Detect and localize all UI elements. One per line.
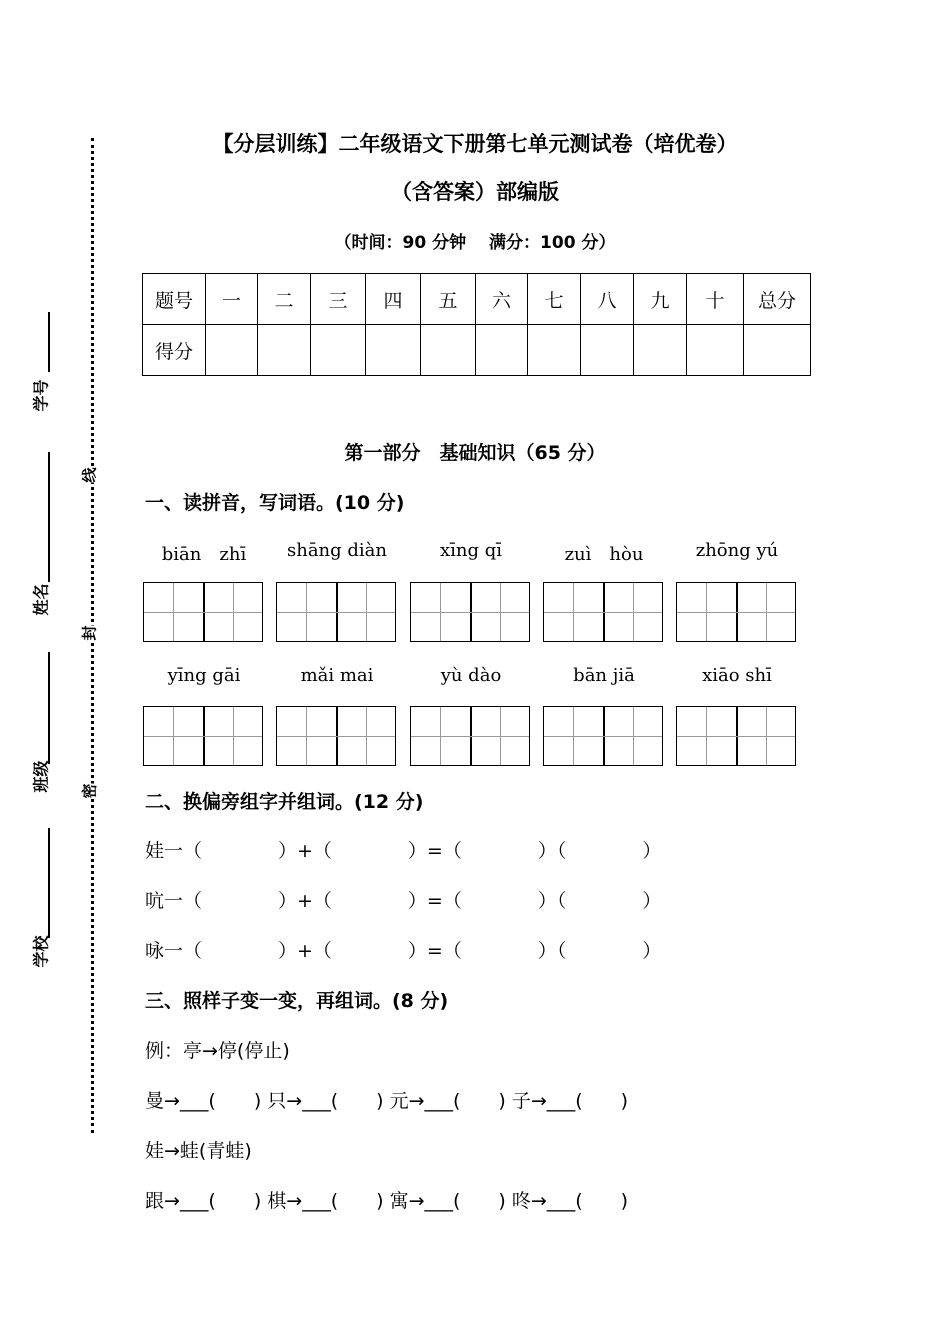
score-table-score-row bbox=[143, 325, 811, 376]
score-cell-input[interactable] bbox=[421, 325, 476, 376]
writing-grid[interactable] bbox=[276, 582, 396, 642]
writing-grid[interactable] bbox=[410, 582, 530, 642]
class-label: 班级 bbox=[31, 760, 51, 793]
q3-heading: 三、照样子变一变，再组词。(8 分) bbox=[145, 990, 449, 1012]
q3-exercise-line[interactable]: 跟→___( ) 棋→___( ) 寓→___( ) 咚→___( ) bbox=[145, 1190, 629, 1212]
pinyin-label: shāng diàn bbox=[286, 540, 387, 561]
pinyin-label: bān jiā bbox=[573, 665, 635, 686]
seal-mark-line: 线 bbox=[80, 467, 99, 483]
score-cell-header: 八 bbox=[581, 274, 634, 325]
class-blank[interactable] bbox=[48, 652, 50, 764]
score-cell-header: 二 bbox=[258, 274, 311, 325]
score-table bbox=[142, 273, 811, 376]
score-cell-input[interactable] bbox=[258, 325, 311, 376]
q2-exercise-line[interactable]: 咏一（ ）+（ ）=（ ）（ ） bbox=[145, 940, 662, 962]
score-table-header-row bbox=[143, 274, 811, 325]
school-label: 学校 bbox=[31, 935, 51, 968]
pinyin-label: yīng gāi bbox=[167, 665, 241, 686]
writing-grid[interactable] bbox=[143, 706, 263, 766]
q2-exercise-line[interactable]: 娃一（ ）+（ ）=（ ）（ ） bbox=[145, 840, 662, 862]
name-blank[interactable] bbox=[48, 452, 50, 582]
score-cell-header: 九 bbox=[634, 274, 687, 325]
score-cell-header: 题号 bbox=[143, 274, 206, 325]
score-cell-header: 七 bbox=[528, 274, 581, 325]
writing-grid[interactable] bbox=[543, 582, 663, 642]
score-cell-input[interactable] bbox=[687, 325, 744, 376]
seal-mark-secret: 密 bbox=[80, 783, 99, 799]
pinyin-label: xīng qī bbox=[439, 540, 503, 561]
pinyin-label: biān zhī bbox=[161, 544, 247, 565]
score-cell-input[interactable] bbox=[366, 325, 421, 376]
q3-example: 娃→蛙(青蛙) bbox=[145, 1140, 252, 1162]
writing-grid[interactable] bbox=[676, 582, 796, 642]
page-title: 【分层训练】二年级语文下册第七单元测试卷（培优卷） bbox=[212, 132, 738, 156]
student-id-label: 学号 bbox=[31, 379, 51, 412]
school-blank[interactable] bbox=[48, 828, 50, 938]
q3-example: 例：亭→停(停止) bbox=[145, 1040, 290, 1062]
name-label: 姓名 bbox=[31, 583, 51, 616]
score-cell-header: 总分 bbox=[744, 274, 811, 325]
score-cell-header: 三 bbox=[311, 274, 366, 325]
score-cell-header: 六 bbox=[476, 274, 528, 325]
score-cell-header: 十 bbox=[687, 274, 744, 325]
score-cell-header: 四 bbox=[366, 274, 421, 325]
q2-exercise-line[interactable]: 吭一（ ）+（ ）=（ ）（ ） bbox=[145, 890, 662, 912]
q3-exercise-line[interactable]: 曼→___( ) 只→___( ) 元→___( ) 子→___( ) bbox=[145, 1090, 629, 1112]
score-cell-input[interactable] bbox=[528, 325, 581, 376]
score-cell-input[interactable] bbox=[476, 325, 528, 376]
page-title-line2: （含答案）部编版 bbox=[391, 180, 559, 204]
score-cell-input[interactable] bbox=[311, 325, 366, 376]
writing-grid[interactable] bbox=[543, 706, 663, 766]
pinyin-label: zhōng yú bbox=[695, 540, 779, 561]
score-row-label: 得分 bbox=[143, 325, 206, 376]
score-cell-input[interactable] bbox=[634, 325, 687, 376]
writing-grid[interactable] bbox=[676, 706, 796, 766]
score-cell-input[interactable] bbox=[581, 325, 634, 376]
score-cell-header: 一 bbox=[206, 274, 258, 325]
pinyin-label: mǎi mai bbox=[300, 665, 374, 686]
writing-grid[interactable] bbox=[143, 582, 263, 642]
q2-heading: 二、换偏旁组字并组词。(12 分) bbox=[145, 791, 424, 813]
exam-meta: （时间：90 分钟 满分：100 分） bbox=[334, 233, 616, 253]
score-cell-header: 五 bbox=[421, 274, 476, 325]
score-cell-input[interactable] bbox=[744, 325, 811, 376]
q1-heading: 一、读拼音，写词语。(10 分) bbox=[145, 492, 405, 514]
writing-grid[interactable] bbox=[410, 706, 530, 766]
part1-heading: 第一部分 基础知识（65 分） bbox=[344, 442, 606, 464]
pinyin-label: zuì hòu bbox=[564, 544, 644, 565]
writing-grid[interactable] bbox=[276, 706, 396, 766]
pinyin-label: yù dào bbox=[440, 665, 502, 686]
pinyin-label: xiāo shī bbox=[702, 665, 772, 686]
student-id-blank[interactable] bbox=[48, 312, 50, 372]
score-cell-input[interactable] bbox=[206, 325, 258, 376]
seal-mark-seal: 封 bbox=[80, 625, 99, 641]
